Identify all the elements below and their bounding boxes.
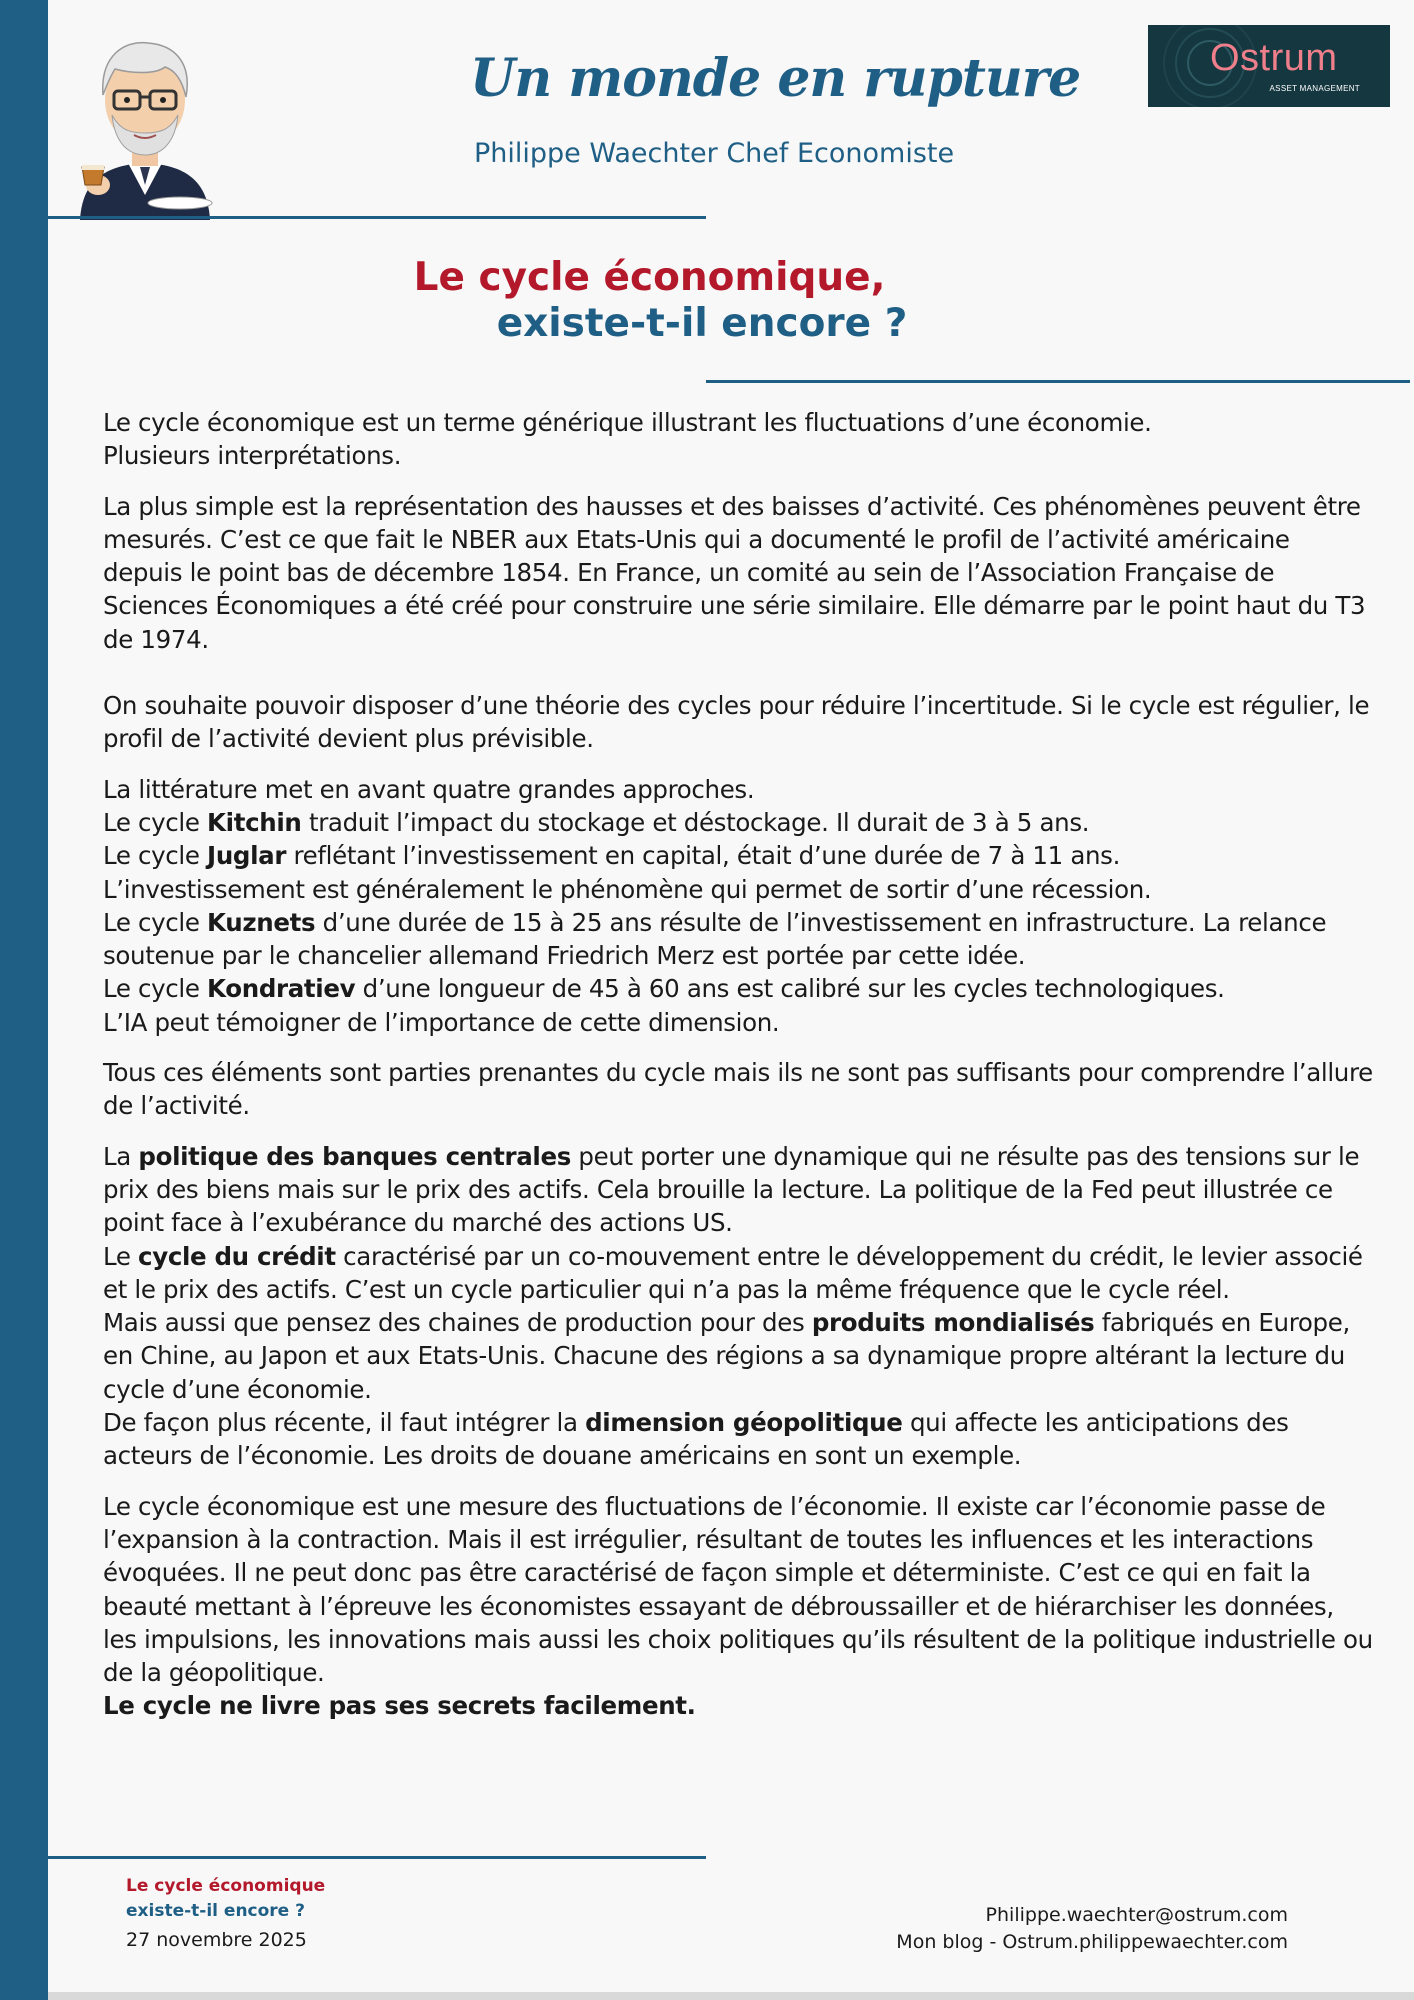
article-title-line2: existe-t-il encore ? — [496, 301, 908, 346]
article-body — [103, 406, 1373, 1723]
footer-contact — [896, 1902, 1288, 1956]
factor-central-banks: La politique des banques centrales peut porter une dynamique qui ne résulte pas des tensions sur le prix des biens mais sur le prix des actifs. Cela brouille la lecture. La politique de la Fed peut illustrée ce point face à l’exubérance du marché des actions US. — [103, 1141, 1360, 1238]
footer-title-line2: existe-t-il encore ? — [126, 1901, 305, 1921]
cycle-kondratiev: Le cycle Kondratiev d’une longueur de 45 à 60 ans est calibré sur les cycles technologiques. — [103, 974, 1225, 1004]
paragraph-factors — [103, 1140, 1373, 1473]
paragraph-theory: On souhaite pouvoir disposer d’une théorie des cycles pour réduire l’incertitude. Si le cycle est régulier, le profil de l’activité devient plus prévisible. — [103, 691, 1370, 754]
factor-global-products: Mais aussi que pensez des chaines de production pour des produits mondialisés fabriqués en Europe, en Chine, au Japon et aux Etats-Unis. Chacune des régions a sa dynamique propre altérant la lecture du cycle d’une économie. — [103, 1308, 1350, 1404]
paragraph-measurement: La plus simple est la représentation des hausses et des baisses d’activité. Ces phénomènes peuvent être mesurés. C’est ce que fait le NBER aux Etats-Unis qui a documenté le profil de l’activité américaine depuis le point bas de décembre 1854. En France, un comité au sein de l’Association Française de Sciences Économiques a été créé pour construire une série similaire. Elle démarre par le point haut du T3 de 1974. — [103, 491, 1366, 654]
footer-title — [126, 1874, 325, 1924]
paragraph-approaches: La littérature met en avant quatre grandes approches. Le cycle Kitchin traduit l’impact du stockage et déstockage. Il durait de 3 à 5 ans. Le cycle Juglar reflétant l’investissement en capital, était d’une durée de 7 à 11 ans. L’investissement est généralement le phénomène qui permet de sortir d’une récession. Le cycle Kuznets d’une durée de 15 à 25 ans résulte de l’investissement en infrastructure. La relance soutenue par le chancelier allemand Friedrich Merz est portée par cette idée. Le cycle Kondratiev d’une longueur de 45 à 60 ans est calibré sur les cycles technologiques. L’IA peut témoigner de l’importance de cette dimension. — [103, 774, 1327, 1037]
cycle-kitchin: Le cycle Kitchin traduit l’impact du stockage et déstockage. Il durait de 3 à 5 ans. — [103, 807, 1090, 837]
article-title-line1: Le cycle économique, — [413, 255, 886, 300]
footer-email[interactable]: Philippe.waechter@ostrum.com — [985, 1904, 1288, 1926]
logo-wordmark: Ostrum — [1210, 37, 1338, 79]
footer-divider — [48, 1856, 706, 1859]
header-divider — [48, 216, 706, 219]
factor-credit: Le cycle du crédit caractérisé par un co-mouvement entre le développement du crédit, le levier associé et le prix des actifs. C’est un cycle particulier qui n’a pas la même fréquence que le cycle réel. — [103, 1241, 1363, 1304]
footer-title-line1: Le cycle économique — [126, 1876, 326, 1896]
footer-date: 27 novembre 2025 — [126, 1929, 307, 1951]
article-title — [0, 255, 1414, 347]
factor-geopolitics: De façon plus récente, il faut intégrer la dimension géopolitique qui affecte les anticipations des acteurs de l’économie. Les droits de douane américains en sont un exemple. — [103, 1408, 1289, 1471]
logo-tagline: ASSET MANAGEMENT — [1269, 84, 1360, 93]
paragraph-insufficient: Tous ces éléments sont parties prenantes du cycle mais ils ne sont pas suffisants pour comprendre l’allure de l’activité. — [103, 1058, 1373, 1121]
footer-blog-link[interactable]: Mon blog - Ostrum.philippewaechter.com — [896, 1931, 1288, 1953]
author-cartoon-avatar — [70, 35, 220, 220]
paragraph-intro: Le cycle économique est un terme générique illustrant les fluctuations d’une économie. Plusieurs interprétations. — [103, 408, 1152, 471]
cycle-juglar: Le cycle Juglar reflétant l’investissement en capital, était d’une durée de 7 à 11 ans. — [103, 841, 1121, 871]
closing-statement: Le cycle ne livre pas ses secrets facilement. — [103, 1691, 696, 1721]
ostrum-logo — [1148, 25, 1390, 107]
cycle-kuznets: Le cycle Kuznets d’une durée de 15 à 25 ans résulte de l’investissement en infrastructure. La relance soutenue par le chancelier allemand Friedrich Merz est portée par cette idée. — [103, 907, 1327, 971]
header-title: Un monde en rupture — [470, 48, 1081, 109]
header-subtitle: Philippe Waechter Chef Economiste — [474, 138, 955, 169]
bottom-strip — [48, 1992, 1414, 2000]
paragraph-conclusion: Le cycle économique est une mesure des fluctuations de l’économie. Il existe car l’économie passe de l’expansion à la contraction. Mais il est irrégulier, résultant de toutes les influences et les interactions évoquées. Il ne peut donc pas être caractérisé de façon simple et déterministe. C’est ce qui en fait la beauté mettant à l’épreuve les économistes essayant de débroussailler et de hiérarchiser les données, les impulsions, les innovations mais aussi les choix politiques qu’ils résultent de la politique industrielle ou de la géopolitique. Le cycle ne livre pas ses secrets facilement. — [103, 1491, 1373, 1721]
title-divider — [706, 380, 1410, 383]
